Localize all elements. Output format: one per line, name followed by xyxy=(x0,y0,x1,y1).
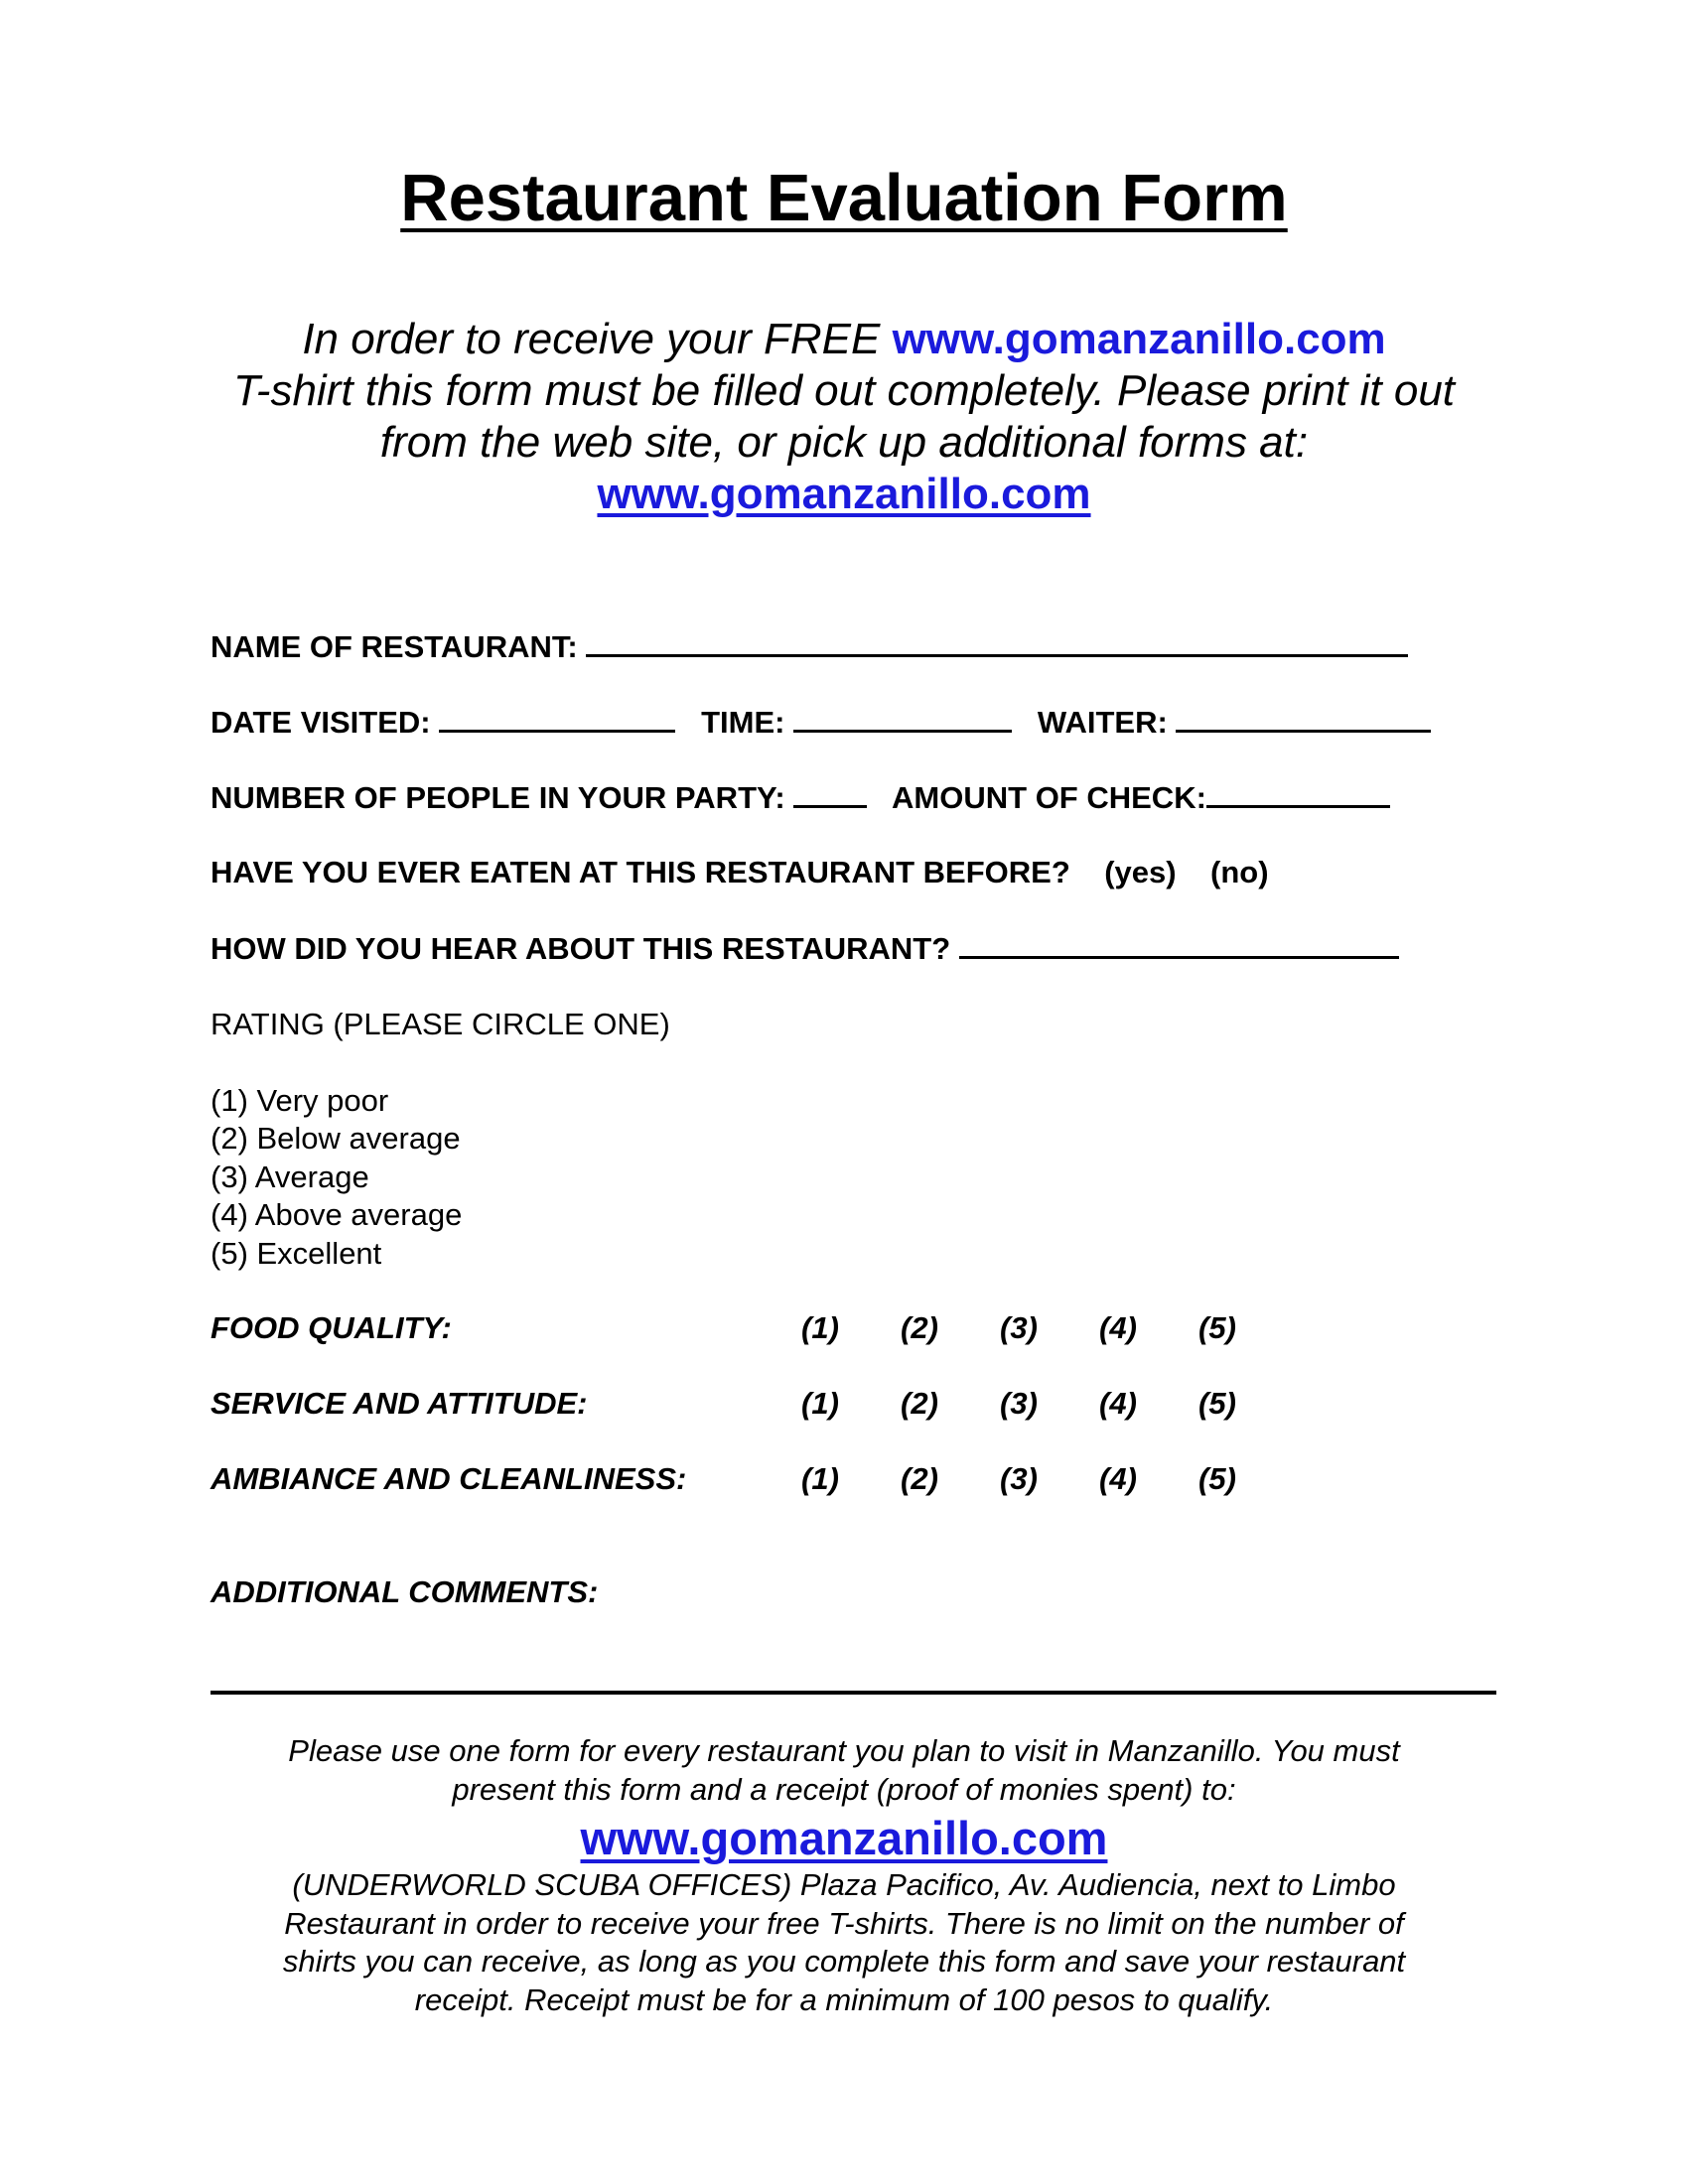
heard-about-row xyxy=(211,928,1399,969)
service-attitude-option-2[interactable]: (2) xyxy=(901,1386,938,1421)
food-quality-option-3[interactable]: (3) xyxy=(1000,1310,1038,1345)
service-attitude-option-1[interactable]: (1) xyxy=(801,1386,839,1421)
ambiance-cleanliness-option-2[interactable]: (2) xyxy=(901,1461,938,1496)
footer-line-5: shirts you can receive, as long as you complete this form and save your restaurant xyxy=(282,1944,1406,1979)
ambiance-cleanliness-option-3[interactable]: (3) xyxy=(1000,1461,1038,1496)
footer-line-2: present this form and a receipt (proof of monies spent) to: xyxy=(452,1771,1236,1807)
ambiance-cleanliness-option-5[interactable]: (5) xyxy=(1198,1461,1236,1496)
intro-line-1 xyxy=(0,314,1688,365)
check-amount-field[interactable] xyxy=(1206,777,1390,808)
party-size-field[interactable] xyxy=(793,777,867,808)
comments-field[interactable] xyxy=(211,1691,1496,1695)
restaurant-name-label: NAME OF RESTAURANT: xyxy=(211,629,578,664)
footer-line-1: Please use one form for every restaurant you plan to visit in Manzanillo. You must xyxy=(288,1733,1400,1768)
footer-line-3: (UNDERWORLD SCUBA OFFICES) Plaza Pacifico, Av. Audiencia, next to Limbo xyxy=(292,1867,1396,1902)
intro-website-link[interactable]: www.gomanzanillo.com xyxy=(597,470,1091,518)
visit-details-row xyxy=(211,702,1431,743)
list-item: (1) Very poor xyxy=(211,1083,389,1118)
eaten-before-row xyxy=(211,853,1269,892)
waiter-label: WAITER: xyxy=(1037,705,1168,740)
list-item: (2) Below average xyxy=(211,1121,461,1157)
footer-website-link[interactable]: www.gomanzanillo.com xyxy=(580,1812,1108,1864)
heard-about-field[interactable] xyxy=(959,928,1399,959)
food-quality-option-4[interactable]: (4) xyxy=(1099,1310,1137,1345)
list-item: (3) Average xyxy=(211,1159,369,1194)
eaten-before-label: HAVE YOU EVER EATEN AT THIS RESTAURANT BEFORE? xyxy=(211,855,1070,889)
ambiance-cleanliness-option-4[interactable]: (4) xyxy=(1099,1461,1137,1496)
service-attitude-label: SERVICE AND ATTITUDE: xyxy=(211,1386,588,1421)
footer-instructions xyxy=(0,1732,1688,2019)
no-option[interactable]: (no) xyxy=(1210,855,1269,889)
date-visited-field[interactable] xyxy=(439,702,675,733)
service-attitude-option-3[interactable]: (3) xyxy=(1000,1386,1038,1421)
check-amount-label: AMOUNT OF CHECK: xyxy=(892,780,1206,815)
list-item: (4) Above average xyxy=(211,1197,463,1233)
food-quality-label: FOOD QUALITY: xyxy=(211,1310,452,1345)
rating-scale-list xyxy=(211,1082,462,1273)
waiter-field[interactable] xyxy=(1176,702,1431,733)
party-check-row xyxy=(211,777,1390,818)
page-title: Restaurant Evaluation Form xyxy=(400,161,1288,235)
time-label: TIME: xyxy=(701,705,785,740)
intro-text-1: In order to receive your FREE xyxy=(302,315,893,363)
ambiance-cleanliness-option-1[interactable]: (1) xyxy=(801,1461,839,1496)
footer-line-6: receipt. Receipt must be for a minimum of 100 pesos to qualify. xyxy=(414,1981,1274,2017)
date-visited-label: DATE VISITED: xyxy=(211,705,431,740)
heard-about-label: HOW DID YOU HEAR ABOUT THIS RESTAURANT? xyxy=(211,931,951,966)
time-field[interactable] xyxy=(793,702,1012,733)
yes-option[interactable]: (yes) xyxy=(1104,855,1177,889)
list-item: (5) Excellent xyxy=(211,1235,382,1271)
intro-inline-link[interactable]: www.gomanzanillo.com xyxy=(892,315,1386,363)
service-attitude-option-5[interactable]: (5) xyxy=(1198,1386,1236,1421)
intro-paragraph xyxy=(0,314,1688,520)
footer-line-4: Restaurant in order to receive your free T-shirts. There is no limit on the number of xyxy=(284,1905,1404,1941)
food-quality-option-2[interactable]: (2) xyxy=(901,1310,938,1345)
intro-line-2: T-shirt this form must be filled out completely. Please print it out xyxy=(232,366,1456,415)
restaurant-name-row xyxy=(211,626,1408,667)
restaurant-name-field[interactable] xyxy=(586,626,1408,657)
service-attitude-option-4[interactable]: (4) xyxy=(1099,1386,1137,1421)
food-quality-option-1[interactable]: (1) xyxy=(801,1310,839,1345)
additional-comments-label: ADDITIONAL COMMENTS: xyxy=(211,1574,599,1609)
rating-heading: RATING (PLEASE CIRCLE ONE) xyxy=(211,1007,670,1041)
ambiance-cleanliness-label: AMBIANCE AND CLEANLINESS: xyxy=(211,1461,687,1496)
intro-line-3: from the web site, or pick up additional forms at: xyxy=(379,418,1309,467)
party-size-label: NUMBER OF PEOPLE IN YOUR PARTY: xyxy=(211,780,785,815)
food-quality-option-5[interactable]: (5) xyxy=(1198,1310,1236,1345)
